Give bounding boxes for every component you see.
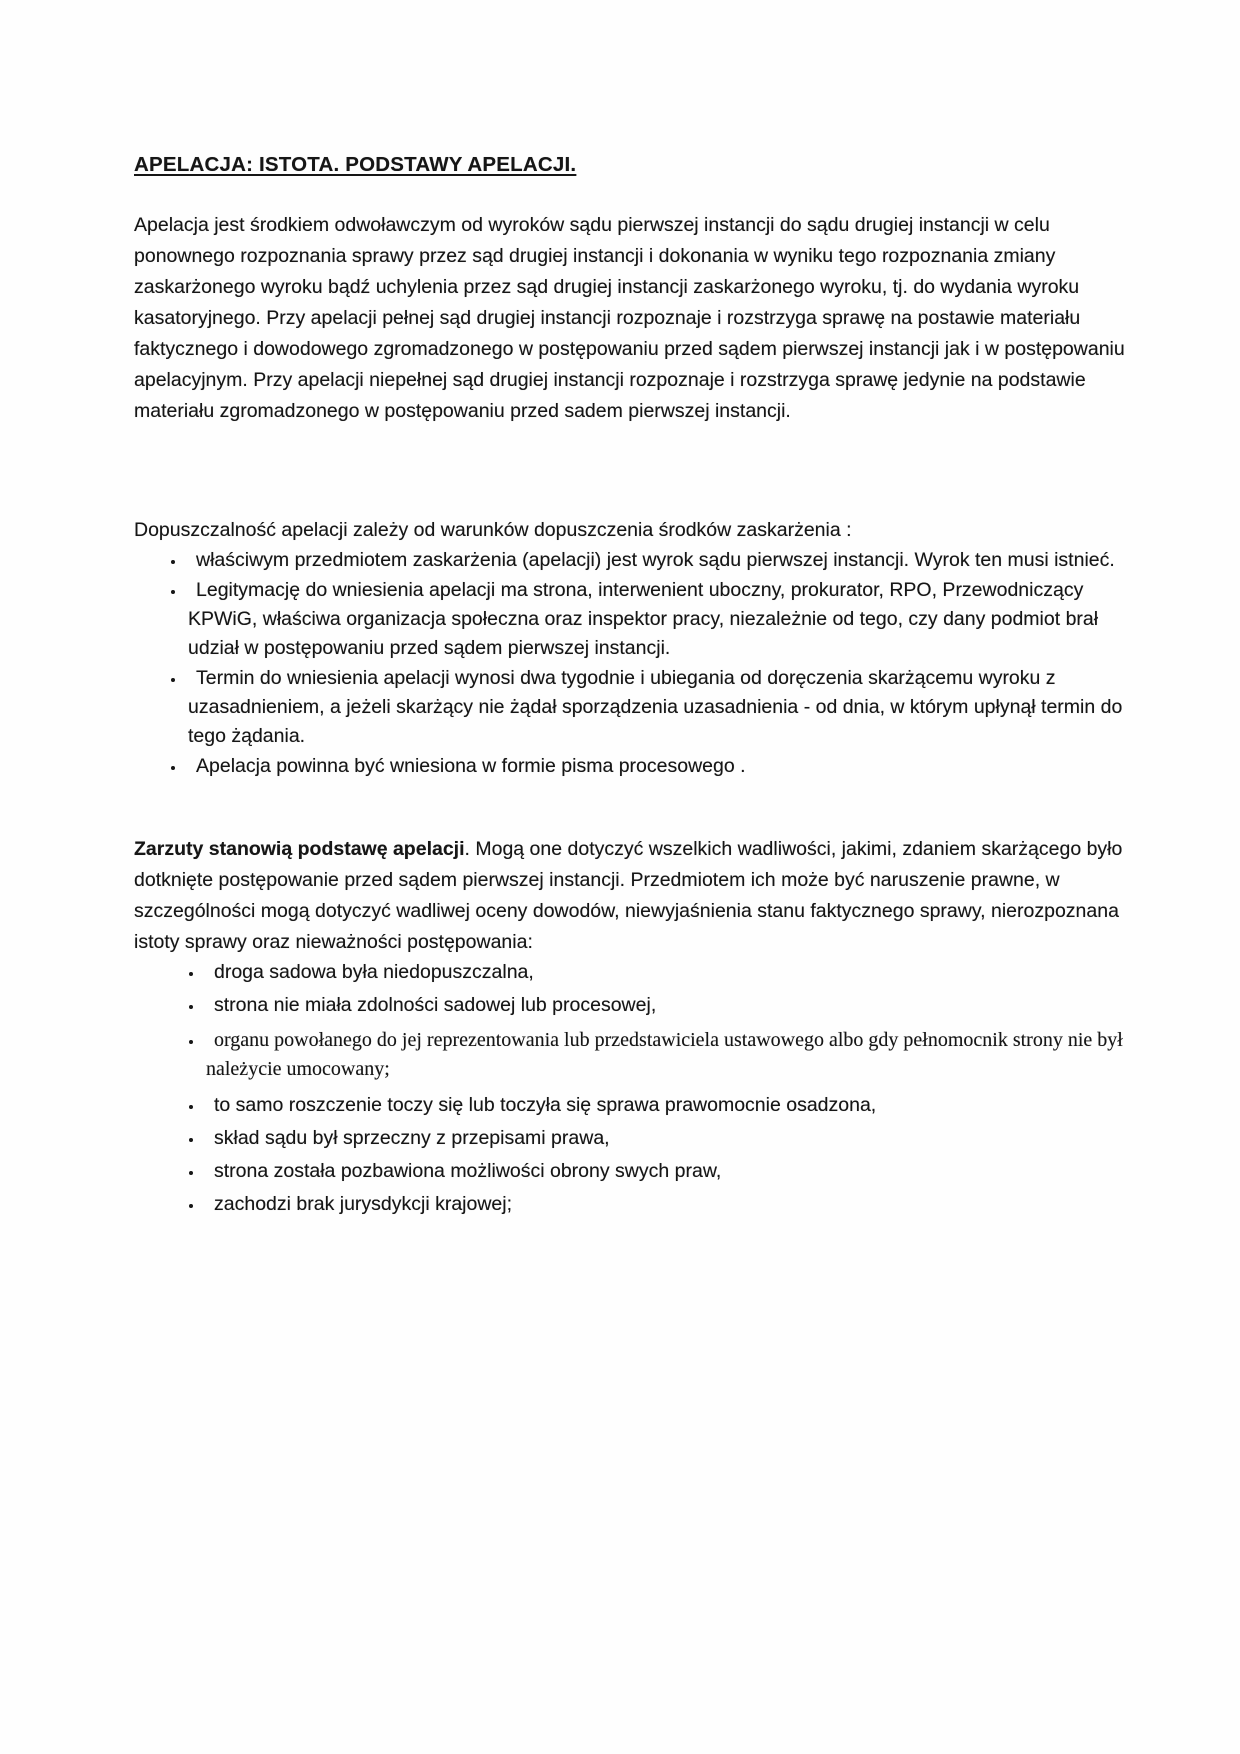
admissibility-item-3: • Termin do wniesienia apelacji wynosi dwa tygodnie i ubiegania od doręczenia skarżącemu wyroku z uzasadnieniem, a jeżeli skarżący nie żądał sporządzenia uzasadnienia - od dnia, w którym upłynął termin do tego żądania. xyxy=(186,664,1146,751)
objections-list xyxy=(134,958,1146,1219)
objections-item-7: • zachodzi brak jurysdykcji krajowej; xyxy=(204,1190,1146,1219)
admissibility-lead: Dopuszczalność apelacji zależy od warunków dopuszczenia środków zaskarżenia : xyxy=(134,519,852,541)
document-title: APELACJA: ISTOTA. PODSTAWY APELACJI. xyxy=(134,153,577,176)
admissibility-item-2: • Legitymację do wniesienia apelacji ma strona, interwenient uboczny, prokurator, RPO, Przewodniczący KPWiG, właściwa organizacja społeczna oraz inspektor pracy, niezależnie od tego, czy dany podmiot brał udział w postępowaniu przed sądem pierwszej instancji. xyxy=(186,576,1146,663)
admissibility-item-4: • Apelacja powinna być wniesiona w formie pisma procesowego . xyxy=(186,752,1146,781)
intro-paragraph: Apelacja jest środkiem odwoławczym od wyroków sądu pierwszej instancji do sądu drugiej instancji w celu ponownego rozpoznania sprawy przez sąd drugiej instancji i dokonania w wyniku tego rozpoznania zmiany zaskarżonego wyroku bądź uchylenia przez sąd drugiej instancji zaskarżonego wyroku, tj. do wydania wyroku kasatoryjnego. Przy apelacji pełnej sąd drugiej instancji rozpoznaje i rozstrzyga sprawę na postawie materiału faktycznego i dowodowego zgromadzonego w postępowaniu przed sądem pierwszej instancji jak i w postępowaniu apelacyjnym. Przy apelacji niepełnej sąd drugiej instancji rozpoznaje i rozstrzyga sprawę jedynie na podstawie materiału zgromadzonego w postępowaniu przed sadem pierwszej instancji. xyxy=(134,214,1125,422)
objections-item-1: • droga sadowa była niedopuszczalna, xyxy=(204,958,1146,987)
objections-lead-rest: . Mogą one dotyczyć wszelkich wadliwości, jakimi, zdaniem skarżącego było dotknięte postępowanie przed sądem pierwszej instancji. Przedmiotem ich może być naruszenie prawne, w szczególności mogą dotyczyć wadliwej oceny dowodów, niewyjaśnienia stanu faktycznego sprawy, nierozpoznana istoty sprawy oraz nieważności postępowania: xyxy=(134,838,1123,953)
objections-item-3: • organu powołanego do jej reprezentowania lub przedstawiciela ustawowego albo gdy pełnomocnik strony nie był należycie umocowany; xyxy=(204,1026,1146,1084)
admissibility-item-1: • właściwym przedmiotem zaskarżenia (apelacji) jest wyrok sądu pierwszej instancji. Wyrok ten musi istnieć. xyxy=(186,546,1146,575)
objections-item-2: • strona nie miała zdolności sadowej lub procesowej, xyxy=(204,991,1146,1020)
admissibility-list xyxy=(134,546,1146,781)
objections-item-5: • skład sądu był sprzeczny z przepisami prawa, xyxy=(204,1124,1146,1153)
objections-item-6: • strona została pozbawiona możliwości obrony swych praw, xyxy=(204,1157,1146,1186)
objections-lead-bold: Zarzuty stanowią podstawę apelacji xyxy=(134,838,465,860)
objections-item-4: • to samo roszczenie toczy się lub toczyła się sprawa prawomocnie osadzona, xyxy=(204,1091,1146,1120)
objections-paragraph xyxy=(134,834,1146,958)
